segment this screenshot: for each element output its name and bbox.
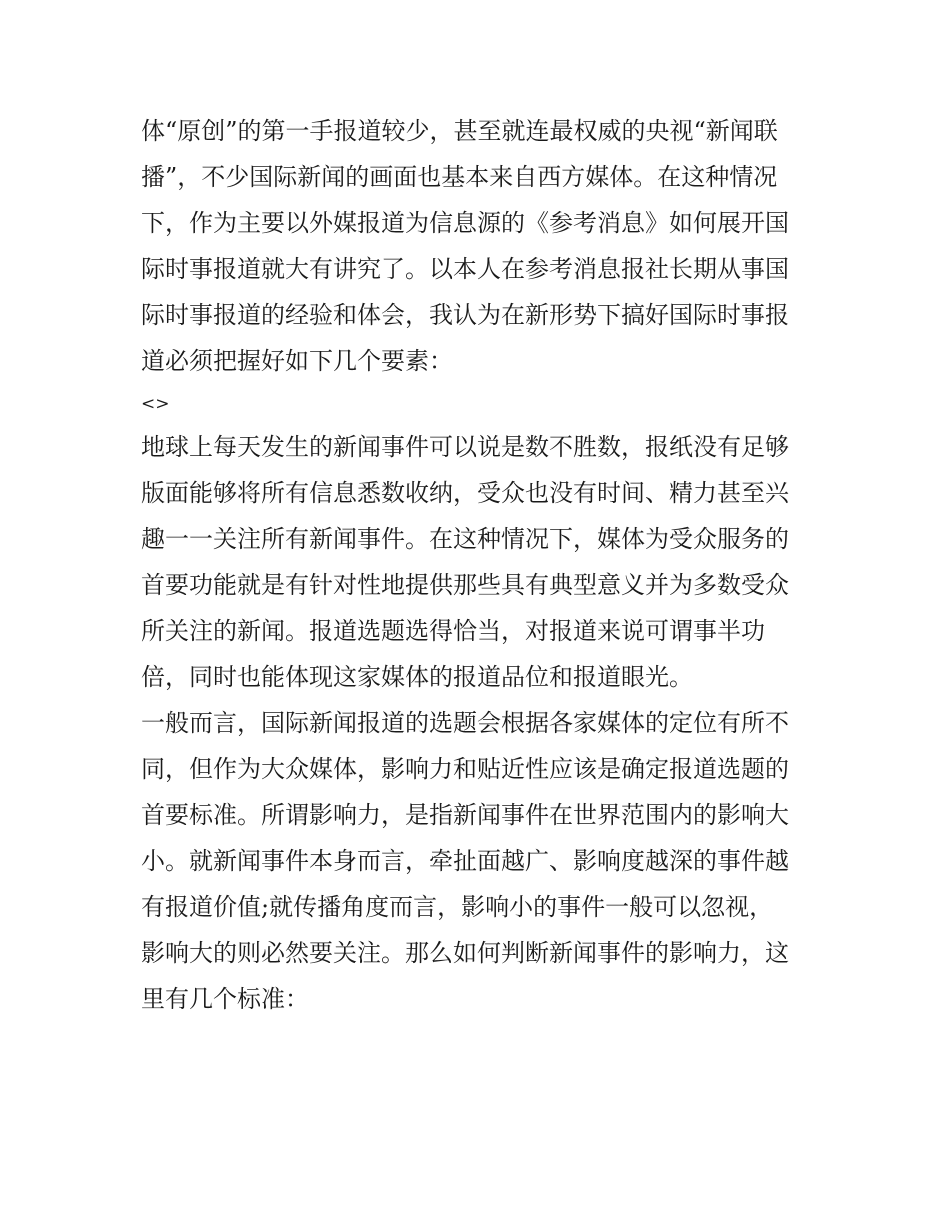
text-line: 体“原创”的第一手报道较少，甚至就连最权威的央视“新闻联 [141,117,778,145]
text-line: 播”，不少国际新闻的画面也基本来自西方媒体。在这种情况 [141,163,778,191]
text-line: 一般而言，国际新闻报道的选题会根据各家媒体的定位有所不 [141,709,789,737]
text-line: 际时事报道就大有讲究了。以本人在参考消息报社长期从事国 [141,255,789,283]
text-line: 际时事报道的经验和体会，我认为在新形势下搞好国际时事报 [141,301,789,329]
text-line: 首要功能就是有针对性地提供那些具有典型意义并为多数受众 [141,571,789,599]
text-line: 趣一一关注所有新闻事件。在这种情况下，媒体为受众服务的 [141,525,789,553]
document-body [141,108,821,1022]
text-line: 有报道价值;就传播角度而言，影响小的事件一般可以忽视， [141,893,774,921]
text-line: 首要标准。所谓影响力，是指新闻事件在世界范围内的影响大 [141,801,789,829]
text-line: 地球上每天发生的新闻事件可以说是数不胜数，报纸没有足够 [141,433,789,461]
text-line: 同，但作为大众媒体，影响力和贴近性应该是确定报道选题的 [141,755,789,783]
text-line: 倍，同时也能体现这家媒体的报道品位和报道眼光。 [141,663,693,691]
text-line: 版面能够将所有信息悉数收纳，受众也没有时间、精力甚至兴 [141,479,789,507]
text-line: 里有几个标准： [141,985,309,1013]
text-line: 影响大的则必然要关注。那么如何判断新闻事件的影响力，这 [141,939,789,967]
text-line: 所关注的新闻。报道选题选得恰当，对报道来说可谓事半功 [141,617,765,645]
text-line: 小。就新闻事件本身而言，牵扯面越广、影响度越深的事件越 [141,847,789,875]
text-line: 下，作为主要以外媒报道为信息源的《参考消息》如何展开国 [141,209,789,237]
section-marker: <> [141,394,170,414]
text-line: 道必须把握好如下几个要素： [141,347,453,375]
